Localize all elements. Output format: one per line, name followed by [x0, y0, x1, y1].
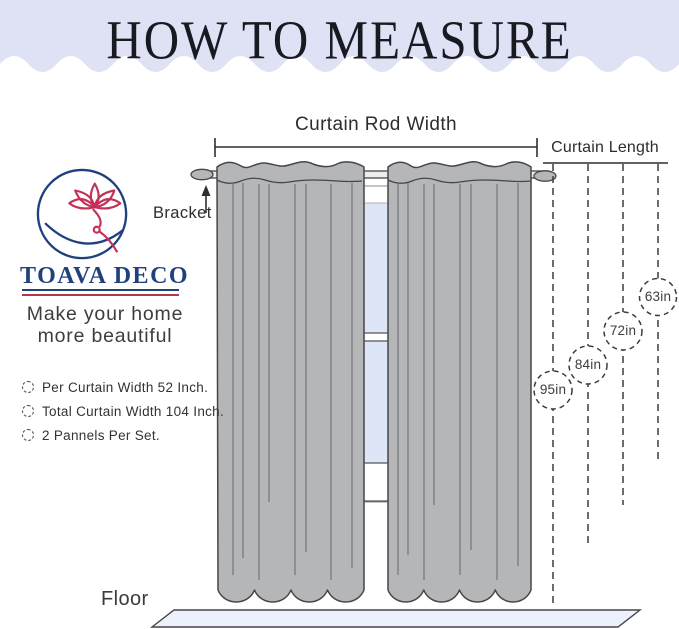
brand-divider-red [22, 294, 179, 296]
curtain-panel-left [217, 162, 364, 602]
feature-item [22, 375, 224, 399]
feature-item [22, 399, 224, 423]
feature-text: Per Curtain Width 52 Inch. [42, 379, 209, 395]
rod-width-measure-line [215, 138, 537, 157]
length-marker-95in: 95in [539, 382, 567, 397]
brand-tagline-line1: Make your home [26, 303, 184, 325]
floor-label: Floor [101, 588, 149, 610]
dashed-circle-icon [22, 405, 34, 417]
brand-divider-navy [22, 289, 179, 291]
length-marker-84in: 84in [574, 357, 602, 372]
page-title: HOW TO MEASURE [106, 9, 573, 71]
length-marker-63in: 63in [644, 289, 672, 304]
bracket-label: Bracket [153, 204, 212, 222]
feature-list [22, 375, 224, 447]
logo-leaf-swoosh [46, 224, 122, 244]
curtain-length-label: Curtain Length [551, 139, 659, 156]
dashed-circle-icon [22, 429, 34, 441]
feature-item [22, 423, 224, 447]
feature-text: 2 Pannels Per Set. [42, 427, 160, 443]
brand-logo [34, 166, 132, 264]
curtain-panel-right [388, 162, 531, 602]
dashed-circle-icon [22, 381, 34, 393]
feature-text: Total Curtain Width 104 Inch. [42, 403, 225, 419]
rod-width-label: Curtain Rod Width [294, 114, 458, 135]
length-marker-72in: 72in [609, 323, 637, 338]
brand-name: TOAVA DECO [20, 263, 190, 289]
floor-shape [152, 610, 640, 627]
brand-tagline-line2: more beautiful [37, 325, 173, 347]
rod-finial-left [191, 169, 213, 179]
